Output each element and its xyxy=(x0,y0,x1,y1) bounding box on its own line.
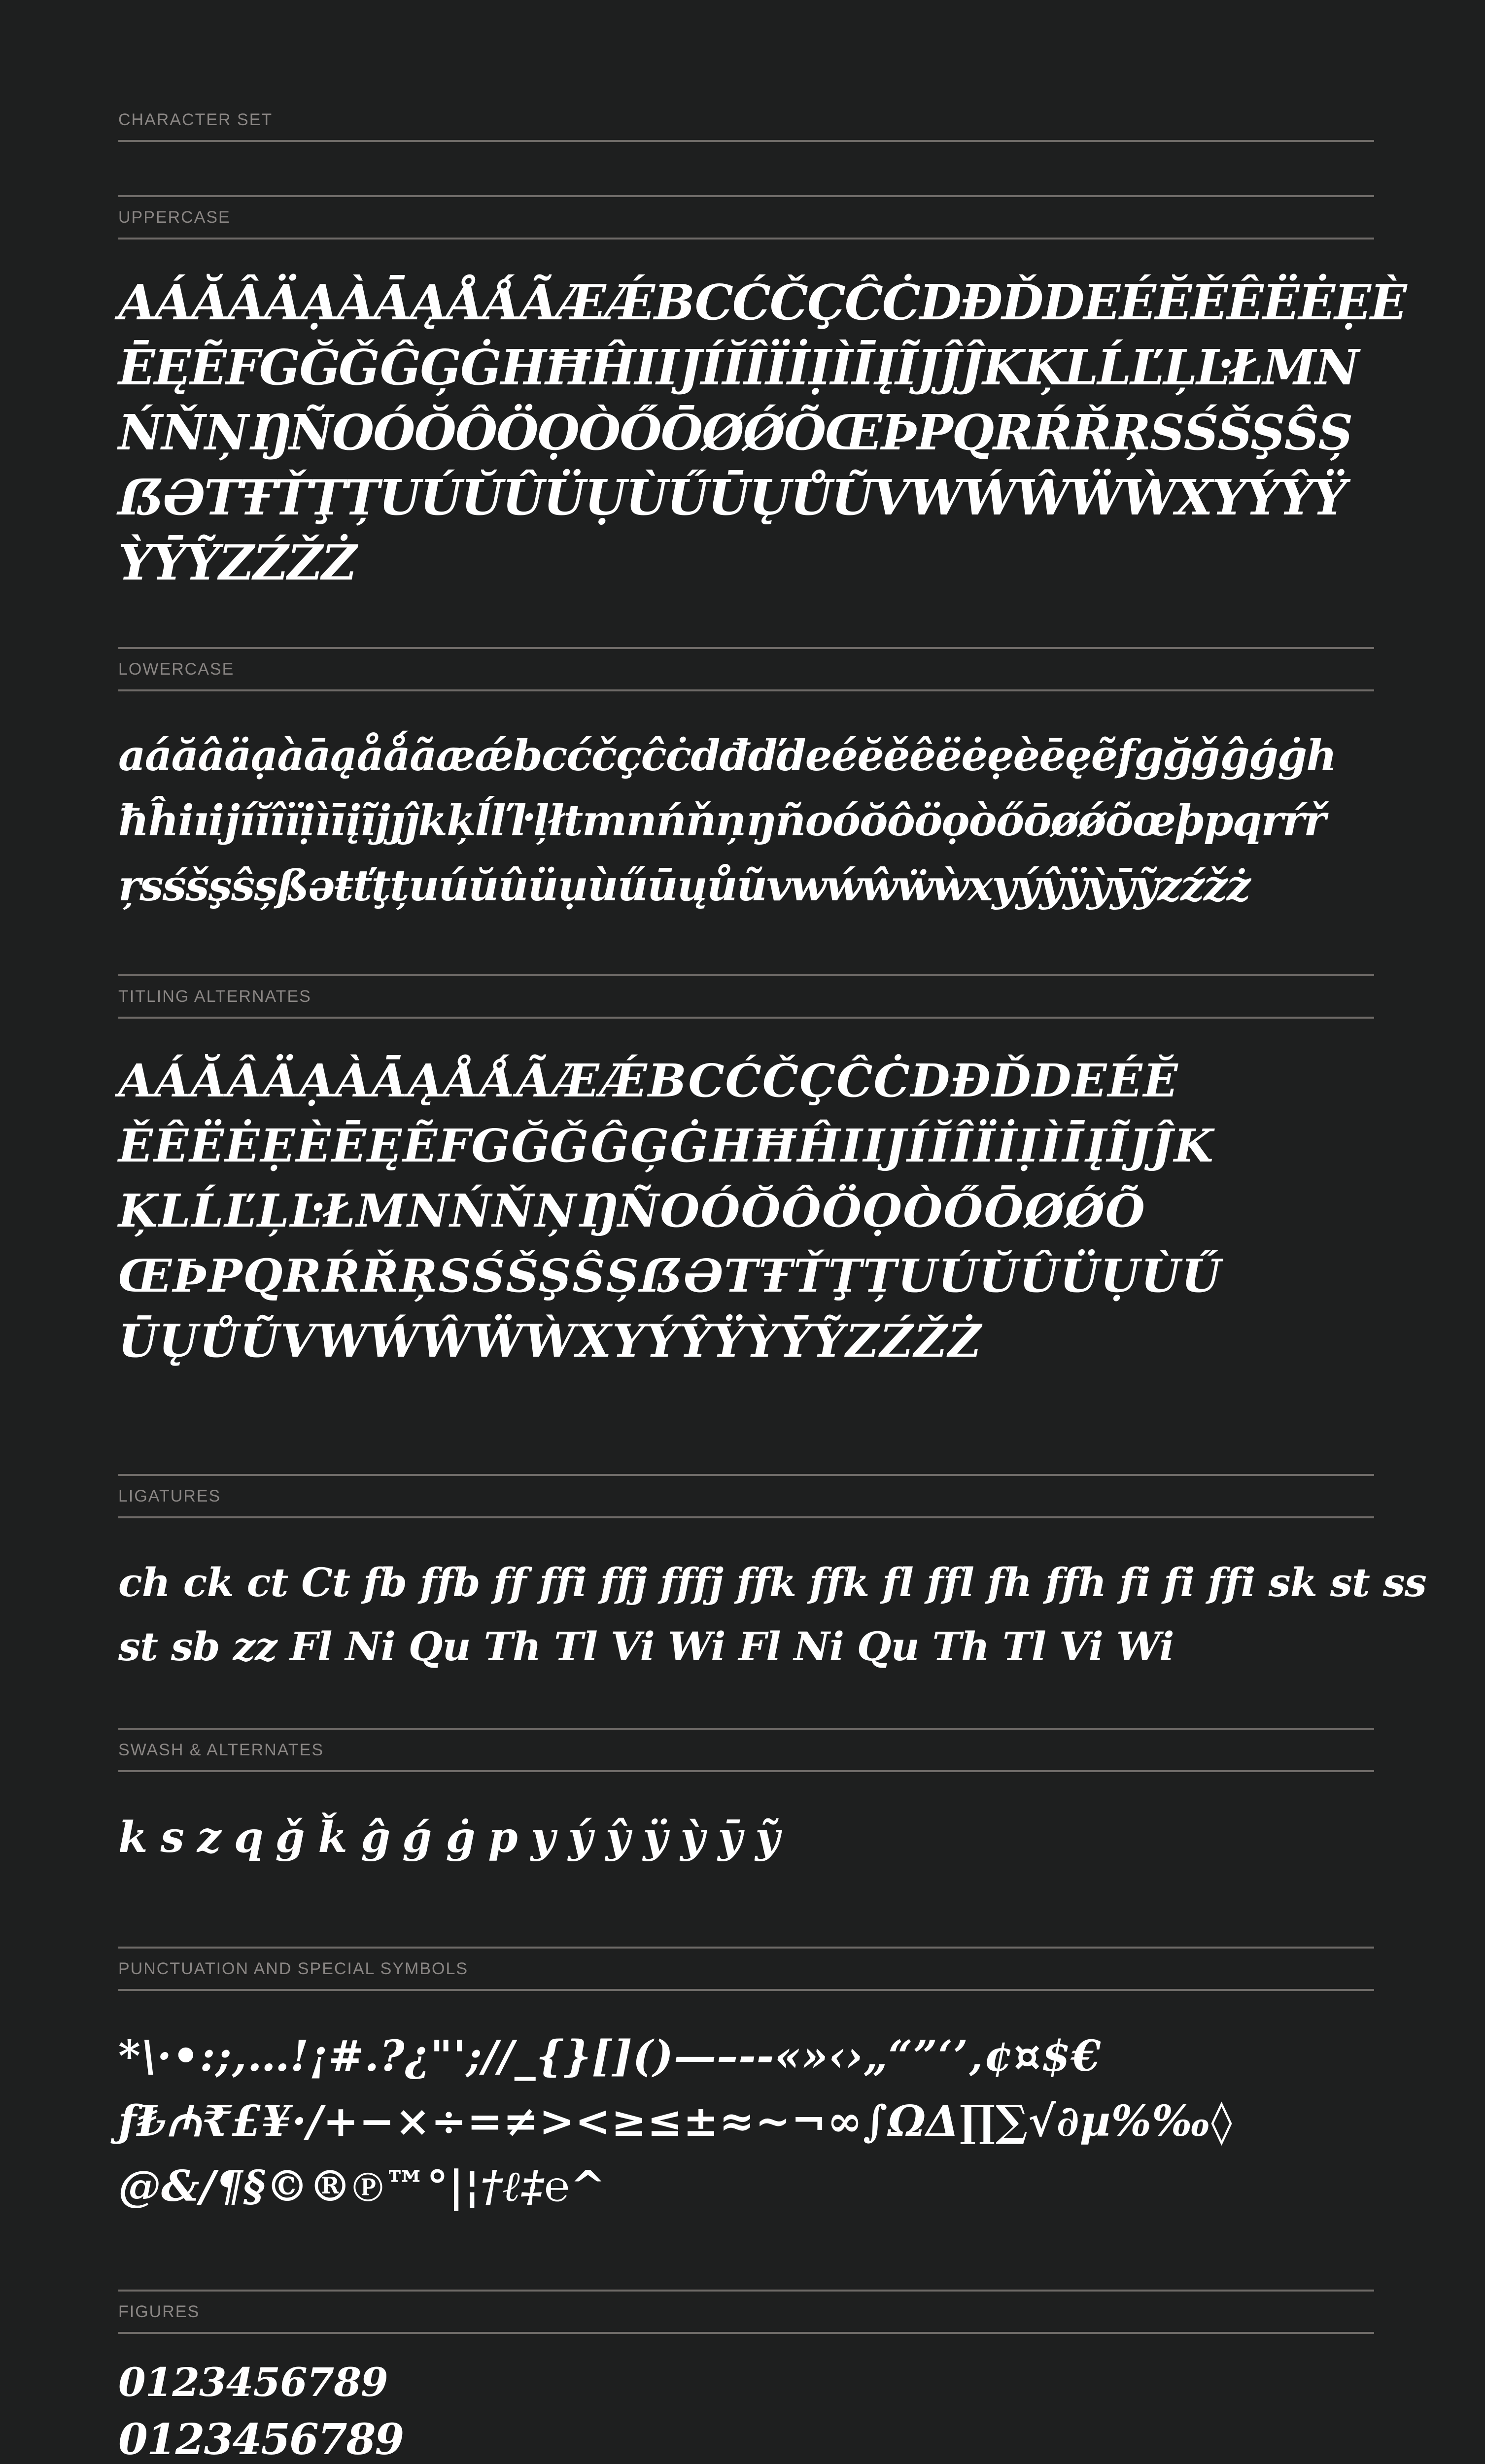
glyph-line: k s z q ǧ ǩ ĝ ǵ ġ p y ý ŷ ÿ ỳ ȳ ỹ xyxy=(118,1813,779,1862)
section-label: CHARACTER SET xyxy=(118,110,273,129)
glyph-line: ĚÊËĖẸÈĒĘẼFGĞǦĜĢĠHĦĤIĲÍĬÎÏİỊÌĪĮĨJĴK xyxy=(118,1119,1214,1172)
divider xyxy=(118,974,1374,976)
divider xyxy=(118,1770,1374,1772)
glyph-line: ĶLĹĽĻĿŁMNŃŇŅŊÑOÓŎÔÖỌÒŐŌØǾÕ xyxy=(118,1184,1146,1237)
divider xyxy=(118,238,1374,240)
glyph-line: ħĥiıĳíĭîïịìīįĩjȷĵkķĺľŀļłtmnńňņŋñoóŏôöọòőōøǿõœþpqrŕř xyxy=(118,796,1325,846)
glyph-line: ỲȲỸZŹŽŻ xyxy=(118,535,356,591)
section-label: TITLING ALTERNATES xyxy=(118,987,311,1006)
divider xyxy=(118,2332,1374,2334)
divider xyxy=(118,1516,1374,1518)
glyph-line: aáăâäạàāąåǻãæǽbcćčçĉċdđďdeéĕěêëėẹèēęẽfgğǧĝģġh xyxy=(118,731,1336,781)
divider xyxy=(118,140,1374,142)
divider xyxy=(118,195,1374,197)
glyph-line: ŒÞPQRŔŘŖSŚŠŞŜȘẞƏTŦŤŢȚUÚŬÛÜỤÙŰ xyxy=(118,1249,1222,1302)
section-label: LOWERCASE xyxy=(118,660,235,679)
glyph-line: @&/¶§©®℗™°|¦†ℓ‡℮^ xyxy=(118,2161,606,2211)
glyph-line: ch ck ct Ct fb ffb ff ffi ffj fffj ffk ffk fl ffl fh ffh fi fi ffi sk st ss xyxy=(118,1559,1426,1606)
glyph-line: ẞƏTŦŤŢȚUÚŬÛÜỤÙŰŪŲŮŨVWẂŴẄẀXYÝŶŸ xyxy=(118,470,1346,526)
glyph-line: ŪŲŮŨVWẂŴẄẀXYÝŶŸỲȲỸZŹŽŻ xyxy=(118,1314,982,1368)
glyph-line: ŃŇŅŊÑOÓŎÔÖỌÒŐŌØǾÕŒÞPQRŔŘŖSŚŠŞŜȘ xyxy=(118,405,1352,461)
divider xyxy=(118,647,1374,649)
section-label: UPPERCASE xyxy=(118,208,231,227)
glyph-line: ƒ₺₼₹£¥·/+−×÷=≠><≥≤±≈~¬∞∫ΩΔ∏∑√∂µ%‰◊ xyxy=(118,2096,1233,2146)
divider xyxy=(118,1728,1374,1730)
glyph-line: AÁĂÂÄẠÀĀĄÅǺÃÆǼBCĆČÇĈĊDĐĎDEÉĔĚÊËĖẸÈ xyxy=(118,274,1406,331)
divider xyxy=(118,2290,1374,2292)
divider xyxy=(118,689,1374,691)
figures-lining: 0123456789 xyxy=(118,2415,404,2464)
divider xyxy=(118,1947,1374,1949)
glyph-line: ŗsśšşŝșßəŧťţțuúŭûüụùűūųůũvwẃŵẅẁxyýŷÿỳȳỹzźžż xyxy=(118,861,1250,911)
divider xyxy=(118,1474,1374,1476)
figures-oldstyle: 0123456789 xyxy=(118,2359,388,2405)
section-label: PUNCTUATION AND SPECIAL SYMBOLS xyxy=(118,1959,469,1978)
section-label: SWASH & ALTERNATES xyxy=(118,1741,324,1759)
section-label: FIGURES xyxy=(118,2302,200,2321)
glyph-line: st sb zz Fl Ni Qu Th Tl Vi Wi Fl Ni Qu Th Tl Vi Wi xyxy=(118,1623,1174,1670)
section-label: LIGATURES xyxy=(118,1487,221,1506)
glyph-line: *\·•:;,…!¡#.?¿"';//_{}[]()—–-‐«»‹›„“”‘’‚¢¤$€ xyxy=(118,2031,1102,2081)
glyph-line: AÁĂÂÄẠÀĀĄÅǺÃÆǼBCĆČÇĈĊDĐĎDEÉĔ xyxy=(118,1054,1179,1107)
glyph-line: ĒĘẼFGĞǦĜĢĠHĦĤIĲÍĬÎÏİỊÌĪĮĨJĴĴKĶLĹĽĻĿŁMN xyxy=(118,340,1358,396)
divider xyxy=(118,1989,1374,1991)
divider xyxy=(118,1017,1374,1019)
